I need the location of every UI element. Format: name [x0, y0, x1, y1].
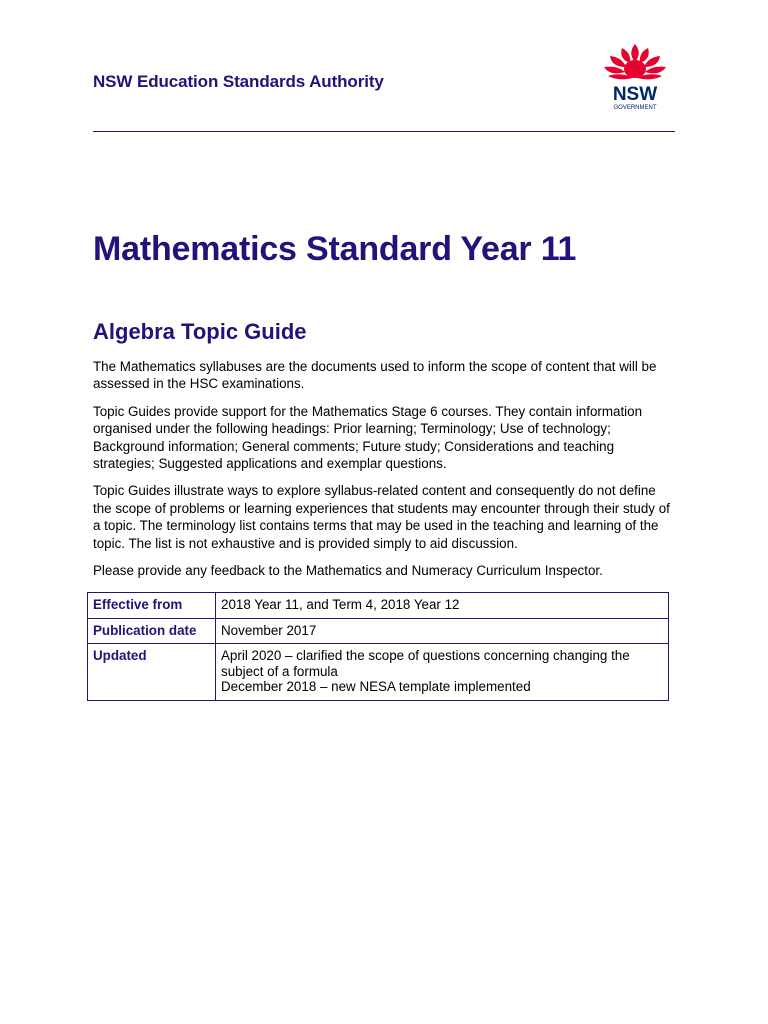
nsw-government-logo	[600, 42, 670, 112]
update-entry: December 2018 – new NESA template implemented	[221, 679, 531, 694]
table-row	[88, 593, 669, 619]
update-entry: April 2020 – clarified the scope of questions concerning changing the subject of a formula	[221, 648, 630, 679]
logo-subline: GOVERNMENT	[613, 105, 657, 111]
waratah-flower-icon	[600, 42, 670, 112]
updated-value	[216, 644, 669, 701]
paragraph-feedback: Please provide any feedback to the Mathematics and Numeracy Curriculum Inspector.	[93, 563, 603, 579]
introduction-text	[93, 358, 678, 589]
paragraph-support: Topic Guides provide support for the Mathematics Stage 6 courses. They contain information organised under the following headings: Prior learning; Terminology; Use of technology; Background information; General comments; Future study; Considerations and teaching strategies; Suggested applications and exemplar questions.	[93, 403, 643, 472]
logo-wordmark: NSW	[612, 84, 658, 105]
paragraph-scope: The Mathematics syllabuses are the documents used to inform the scope of content that will be assessed in the HSC examinations.	[93, 359, 657, 392]
document-subtitle: Algebra Topic Guide	[93, 319, 307, 344]
effective-from-label: Effective from	[88, 593, 216, 619]
document-title: Mathematics Standard Year 11	[93, 230, 577, 268]
publication-date-value: November 2017	[216, 618, 669, 644]
organisation-name: NSW Education Standards Authority	[93, 72, 384, 91]
effective-from-value: 2018 Year 11, and Term 4, 2018 Year 12	[216, 593, 669, 619]
paragraph-illustrate: Topic Guides illustrate ways to explore syllabus-related content and consequently do not define the scope of problems or learning experiences that students may encounter through their study of a topic. The terminology list contains terms that may be used in the teaching and learning of the topic. The list is not exhaustive and is provided simply to aid discussion.	[93, 483, 670, 551]
header-divider	[93, 131, 675, 132]
table-row	[88, 618, 669, 644]
updated-label: Updated	[88, 644, 216, 701]
table-row	[88, 644, 669, 701]
publication-date-label: Publication date	[88, 618, 216, 644]
document-info-table	[87, 592, 669, 701]
